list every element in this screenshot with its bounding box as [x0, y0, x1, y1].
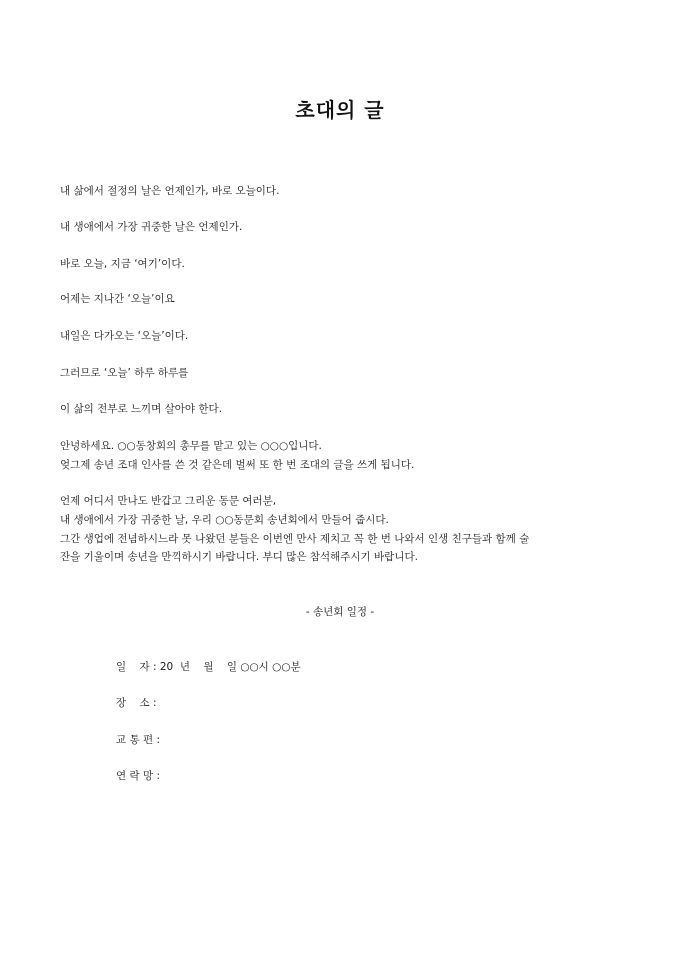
paragraph-line: 언제 어디서 만나도 반갑고 그리운 동문 여러분, — [60, 495, 277, 507]
document-title: 초대의 글 — [295, 98, 385, 122]
schedule-date: 일 자 : 20 년 월 일 ○○시 ○○분 — [116, 661, 301, 673]
paragraph-line: 내 삶에서 절정의 날은 언제인가, 바로 오늘이다. — [60, 185, 280, 197]
paragraph-line: 안녕하세요. ○○동창회의 총무를 맡고 있는 ○○○입니다. — [60, 440, 322, 452]
schedule-heading: - 송년회 일정 - — [305, 606, 375, 618]
schedule-contact: 연 락 망 : — [116, 770, 160, 782]
paragraph-line: 내일은 다가오는 ‘오늘’이다. — [60, 330, 189, 342]
paragraph-line: 어제는 지나간 ‘오늘’이요 — [60, 293, 175, 305]
paragraph-line: 내 생애에서 가장 귀중한 날은 언제인가. — [60, 221, 243, 233]
paragraph-line: 바로 오늘, 지금 ‘여기’이다. — [60, 258, 185, 270]
schedule-transport: 교 통 편 : — [116, 734, 160, 746]
paragraph-line: 그간 생업에 전념하시느라 못 나왔던 분들은 이번엔 만사 제치고 꼭 한 번 나와서 인생 친구들과 함께 술 — [60, 533, 530, 545]
paragraph-line: 잔을 기울이며 송년을 만끽하시기 바랍니다. 부디 많은 참석해주시기 바랍니다. — [60, 551, 418, 563]
paragraph-line: 그러므로 ‘오늘’ 하루 하루를 — [60, 367, 189, 379]
paragraph-line: 내 생애에서 가장 귀중한 날, 우리 ○○동문회 송년회에서 만들어 줍시다. — [60, 514, 389, 526]
paragraph-line: 이 삶의 전부로 느끼며 살아야 한다. — [60, 403, 223, 415]
paragraph-line: 엊그제 송년 조대 인사를 쓴 것 같은데 벌써 또 한 번 조대의 글을 쓰게 됩니다. — [60, 459, 415, 471]
schedule-place: 장 소 : — [116, 697, 157, 709]
